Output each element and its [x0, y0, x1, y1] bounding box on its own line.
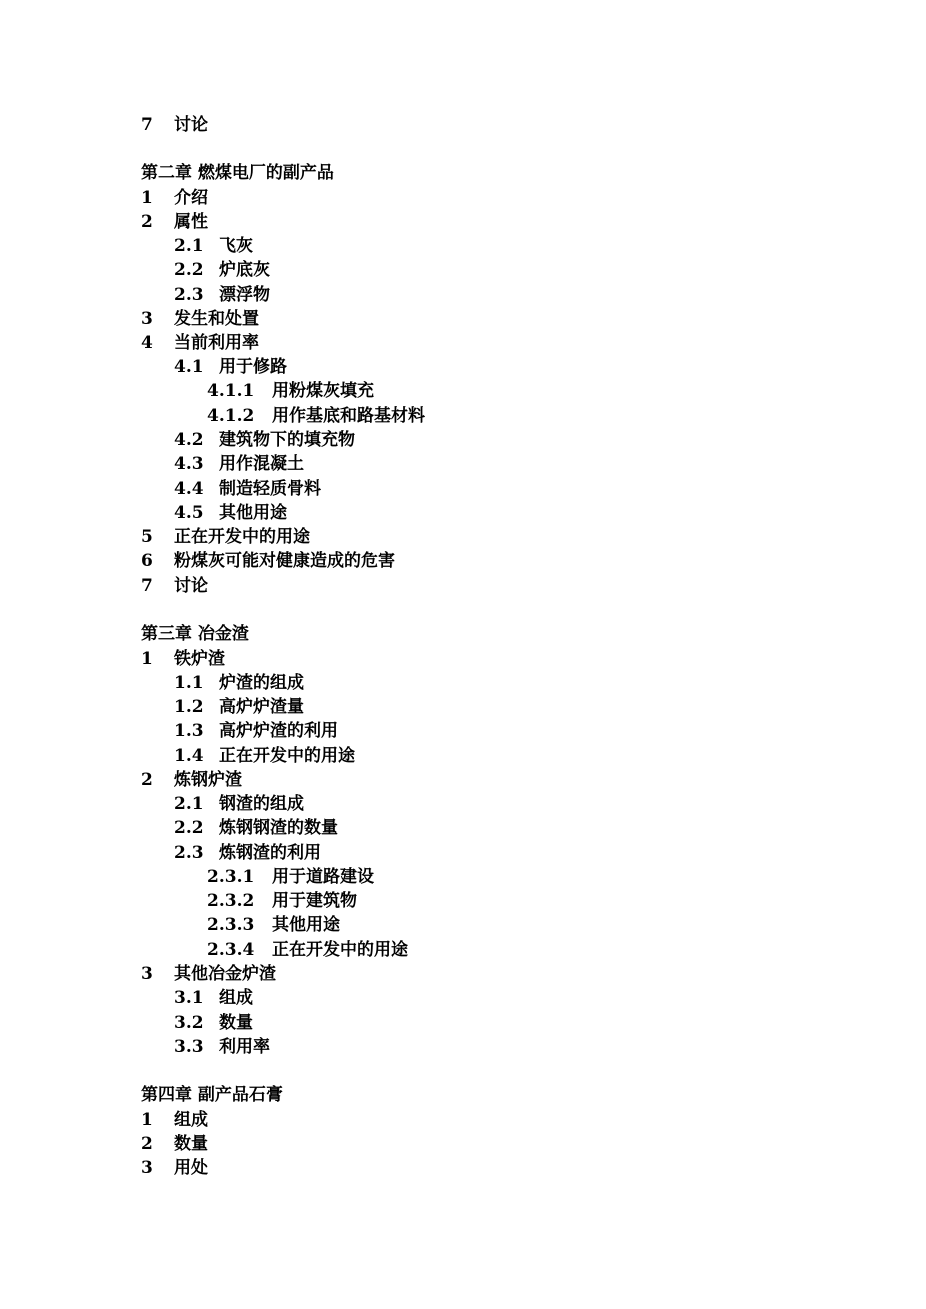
- toc-entry-number: 3.3: [174, 1037, 204, 1057]
- toc-entry-text: 组成: [174, 1110, 208, 1130]
- toc-entry-text: 讨论: [174, 576, 208, 596]
- toc-entry-number: 1.2: [174, 697, 204, 717]
- toc-entry-number: 2.3.1: [207, 867, 255, 887]
- toc-entry-number: 2.3: [174, 843, 204, 863]
- toc-entry-number: 4: [141, 333, 153, 353]
- toc-entry-text: 数量: [174, 1134, 208, 1154]
- toc-entry-text: 用处: [174, 1158, 208, 1178]
- toc-entry-number: 7: [141, 576, 153, 596]
- toc-entry-text: 正在开发中的用途: [174, 527, 310, 547]
- toc-entry-text: 炉渣的组成: [219, 673, 304, 693]
- toc-entry-number: 1.3: [174, 721, 204, 741]
- toc-entry-number: 6: [141, 551, 153, 571]
- toc-entry-text: 介绍: [174, 188, 208, 208]
- toc-entry-number: 5: [141, 527, 153, 547]
- toc-entry-number: 4.3: [174, 454, 204, 474]
- toc-entry-text: 利用率: [219, 1037, 270, 1057]
- toc-entry-text: 当前利用率: [174, 333, 259, 353]
- toc-entry-text: 粉煤灰可能对健康造成的危害: [174, 551, 395, 571]
- toc-entry-text: 炼钢钢渣的数量: [219, 818, 338, 838]
- toc-entry-text: 其他冶金炉渣: [174, 964, 276, 984]
- toc-entry-text: 数量: [219, 1013, 253, 1033]
- toc-entry-number: 1: [141, 188, 153, 208]
- toc-entry-number: 2.2: [174, 260, 204, 280]
- toc-entry-number: 4.2: [174, 430, 204, 450]
- toc-entry-text: 炼钢渣的利用: [219, 843, 321, 863]
- toc-entry-text: 建筑物下的填充物: [219, 430, 355, 450]
- toc-entry-number: 3.2: [174, 1013, 204, 1033]
- toc-entry-number: 4.1.2: [207, 406, 255, 426]
- toc-entry-number: 2.3.3: [207, 915, 255, 935]
- toc-entry-text: 正在开发中的用途: [272, 940, 408, 960]
- toc-entry-number: 3: [141, 964, 153, 984]
- chapter-heading[interactable]: 第二章 燃煤电厂的副产品: [141, 163, 334, 183]
- toc-entry-text: 高炉炉渣的利用: [219, 721, 338, 741]
- toc-entry-text: 制造轻质骨料: [219, 479, 321, 499]
- toc-entry-number: 1.1: [174, 673, 204, 693]
- toc-entry-number: 2.1: [174, 236, 204, 256]
- toc-entry-text: 其他用途: [219, 503, 287, 523]
- toc-entry-number: 2.3.4: [207, 940, 255, 960]
- toc-entry-number: 2.3: [174, 285, 204, 305]
- toc-entry-text: 用于建筑物: [272, 891, 357, 911]
- toc-entry-text: 飞灰: [219, 236, 253, 256]
- toc-entry-text: 用粉煤灰填充: [272, 381, 374, 401]
- toc-entry-text: 属性: [174, 212, 208, 232]
- toc-entry-text: 用于修路: [219, 357, 287, 377]
- toc-entry-text: 用作混凝土: [219, 454, 304, 474]
- toc-entry-number: 7: [141, 115, 153, 135]
- toc-entry-text: 其他用途: [272, 915, 340, 935]
- toc-entry-number: 4.1.1: [207, 381, 255, 401]
- toc-entry-text: 发生和处置: [174, 309, 259, 329]
- toc-entry-number: 1: [141, 649, 153, 669]
- toc-entry-number: 2.2: [174, 818, 204, 838]
- toc-entry-text: 正在开发中的用途: [219, 746, 355, 766]
- toc-entry-number: 2: [141, 1134, 153, 1154]
- toc-entry-number: 2: [141, 212, 153, 232]
- toc-entry-text: 铁炉渣: [174, 649, 225, 669]
- chapter-heading[interactable]: 第三章 冶金渣: [141, 624, 249, 644]
- toc-entry-text: 讨论: [174, 115, 208, 135]
- toc-entry-number: 1: [141, 1110, 153, 1130]
- toc-entry-text: 组成: [219, 988, 253, 1008]
- toc-entry-number: 4.1: [174, 357, 204, 377]
- toc-entry-text: 漂浮物: [219, 285, 270, 305]
- chapter-heading[interactable]: 第四章 副产品石膏: [141, 1085, 283, 1105]
- toc-entry-text: 炼钢炉渣: [174, 770, 242, 790]
- toc-entry-text: 钢渣的组成: [219, 794, 304, 814]
- toc-entry-number: 1.4: [174, 746, 204, 766]
- toc-entry-text: 炉底灰: [219, 260, 270, 280]
- toc-entry-number: 3: [141, 309, 153, 329]
- toc-entry-number: 4.4: [174, 479, 204, 499]
- toc-entry-text: 用于道路建设: [272, 867, 374, 887]
- toc-entry-number: 2: [141, 770, 153, 790]
- toc-entry-number: 3: [141, 1158, 153, 1178]
- toc-entry-number: 4.5: [174, 503, 204, 523]
- toc-entry-text: 高炉炉渣量: [219, 697, 304, 717]
- toc-entry-number: 2.3.2: [207, 891, 255, 911]
- toc-entry-number: 3.1: [174, 988, 204, 1008]
- toc-entry-text: 用作基底和路基材料: [272, 406, 425, 426]
- toc-entry-number: 2.1: [174, 794, 204, 814]
